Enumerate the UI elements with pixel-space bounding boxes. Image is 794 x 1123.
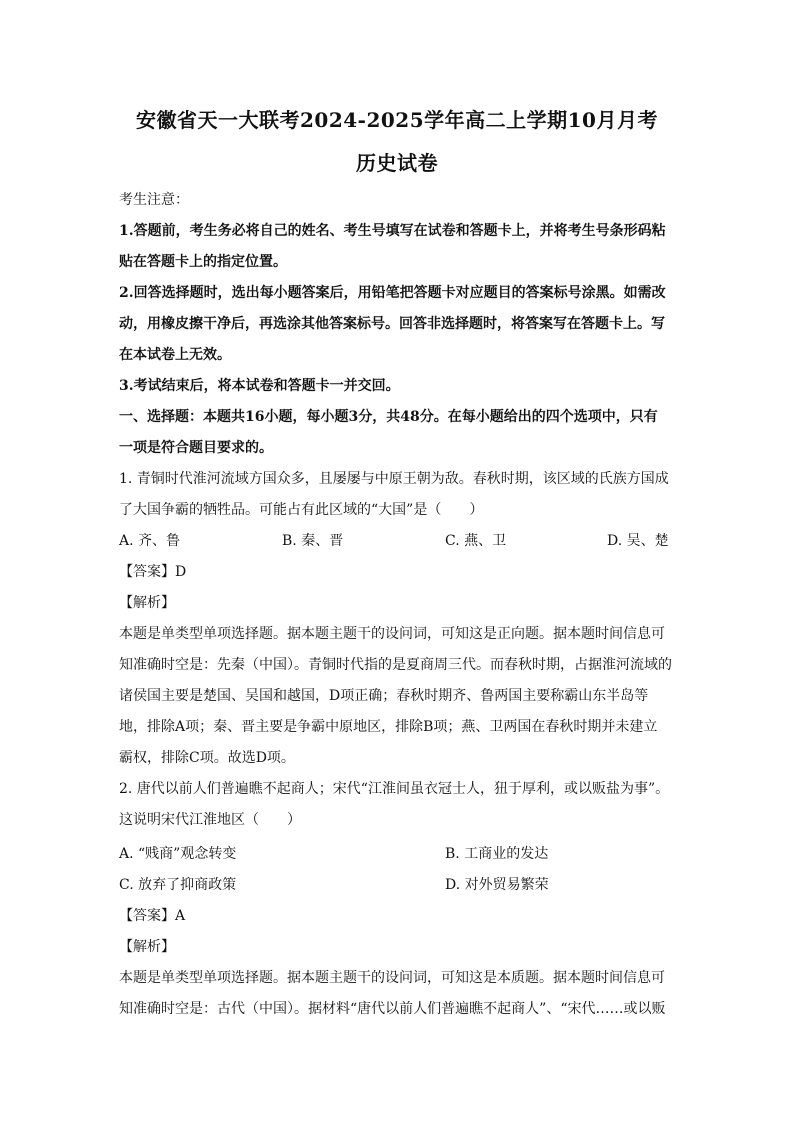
q2-analysis-label: 【解析】	[119, 939, 175, 955]
q2-option-d: D. 对外贸易繁荣	[445, 877, 549, 893]
notice-item-2-line-2: 动，用橡皮擦干净后，再选涂其他答案标号。回答非选择题时，将答案写在答题卡上。写	[119, 316, 665, 332]
q1-analysis-line-2: 知准确时空是：先秦（中国）。青铜时代指的是夏商周三代。而春秋时期，占据淮河流域的	[119, 657, 672, 673]
q1-option-c: C. 燕、卫	[445, 533, 507, 549]
q1-option-d: D. 吴、楚	[607, 533, 669, 549]
document-title: 安徽省天一大联考2024-2025学年高二上学期10月月考	[136, 108, 658, 132]
q1-stem-line-2: 了大国争霸的牺牲品。可能占有此区域的“大国”是（ ）	[119, 502, 484, 518]
section-heading-line-2: 一项是符合题目要求的。	[119, 440, 273, 456]
q2-stem-line-2: 这说明宋代江淮地区（ ）	[119, 812, 301, 828]
q1-option-b: B. 秦、晋	[282, 533, 344, 549]
q2-option-c: C. 放弃了抑商政策	[119, 877, 237, 893]
notice-item-2-line-3: 在本试卷上无效。	[119, 347, 231, 363]
q2-analysis-line-1: 本题是单类型单项选择题。据本题主题干的设问词，可知这是本质题。据本题时间信息可	[119, 970, 665, 986]
q1-analysis-label: 【解析】	[119, 595, 175, 611]
notice-item-3: 3.考试结束后，将本试卷和答题卡一并交回。	[119, 378, 400, 394]
notice-item-2-line-1: 2.回答选择题时，选出每小题答案后，用铅笔把答题卡对应题目的答案标号涂黑。如需改	[119, 285, 666, 301]
q1-analysis-line-5: 霸权，排除C项。故选D项。	[119, 750, 295, 766]
notice-item-1-line-2: 贴在答题卡上的指定位置。	[119, 254, 287, 270]
q2-stem-line-1: 2. 唐代以前人们普遍瞧不起商人；宋代“江淮间虽衣冠士人，狃于厚利，或以贩盐为事”。	[119, 781, 670, 797]
document-subtitle: 历史试卷	[356, 151, 438, 175]
section-heading-line-1: 一、选择题：本题共16小题，每小题3分，共48分。在每小题给出的四个选项中，只有	[119, 409, 658, 425]
q2-option-a: A. “贱商”观念转变	[119, 846, 237, 862]
q2-option-b: B. 工商业的发达	[445, 846, 549, 862]
q1-analysis-line-3: 诸侯国主要是楚国、吴国和越国，D项正确；春秋时期齐、鲁两国主要称霸山东半岛等	[119, 688, 649, 704]
q1-analysis-line-4: 地，排除A项；秦、晋主要是争霸中原地区，排除B项；燕、卫两国在春秋时期并未建立	[119, 719, 658, 735]
notice-heading: 考生注意：	[119, 192, 189, 208]
notice-item-1-line-1: 1.答题前，考生务必将自己的姓名、考生号填写在试卷和答题卡上，并将考生号条形码粘	[119, 223, 666, 239]
q2-answer: 【答案】A	[119, 908, 186, 924]
q1-stem-line-1: 1. 青铜时代淮河流域方国众多，且屡屡与中原王朝为敌。春秋时期，该区域的氏族方国成	[119, 471, 669, 487]
q1-answer: 【答案】D	[119, 564, 187, 580]
q1-analysis-line-1: 本题是单类型单项选择题。据本题主题干的设问词，可知这是正向题。据本题时间信息可	[119, 626, 665, 642]
q1-option-a: A. 齐、鲁	[119, 533, 181, 549]
q2-analysis-line-2: 知准确时空是：古代（中国）。据材料“唐代以前人们普遍瞧不起商人”、“宋代……或以贩	[119, 1001, 666, 1017]
